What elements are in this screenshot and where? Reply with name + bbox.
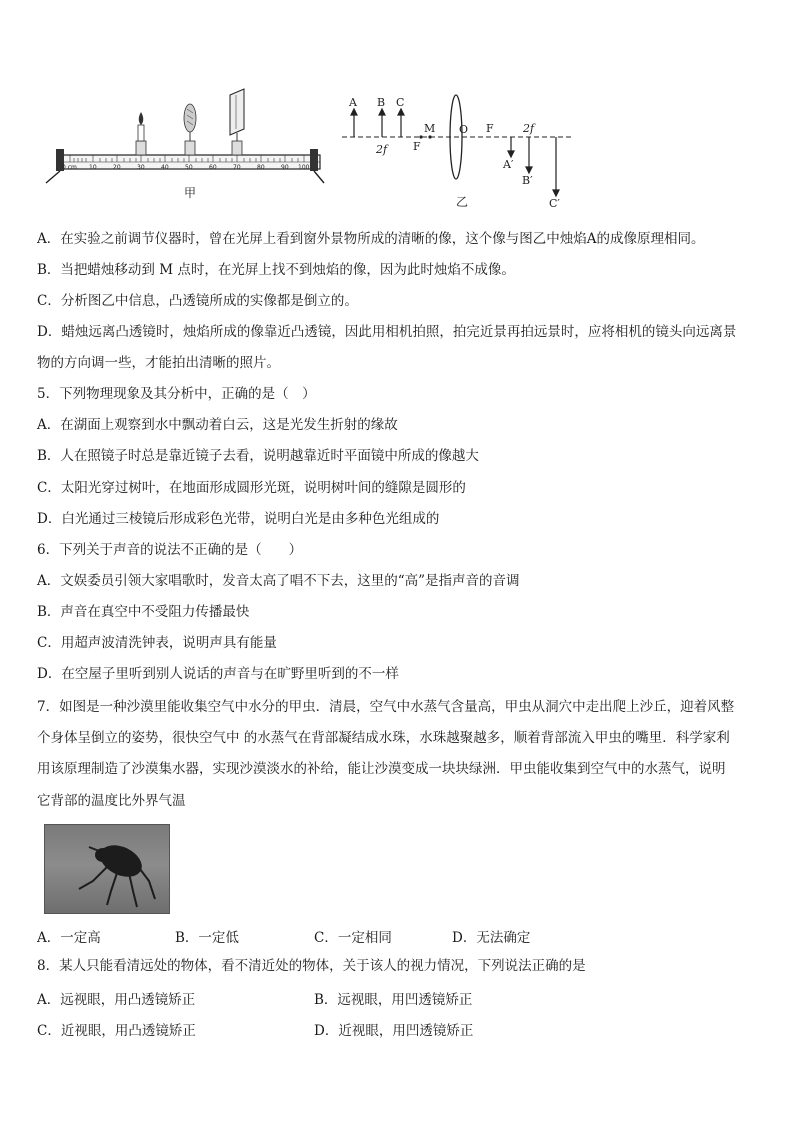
ruler-label: 40 <box>161 164 169 171</box>
label-2f-right: 2f <box>523 122 535 135</box>
ruler-label: 20 <box>113 164 121 171</box>
q7-option-b: B．一定低 <box>175 930 239 946</box>
q7-stem-line-4: 它背部的温度比外界气温 <box>37 793 186 809</box>
label-A-image: A′ <box>503 158 514 171</box>
ruler-label: 50 <box>185 164 193 171</box>
q7-stem-line-1: 7．如图是一种沙漠里能收集空气中水分的甲虫．清晨，空气中水蒸气含量高，甲虫从洞穴中走出爬上沙丘，迎着风整 <box>37 699 735 715</box>
beetle-photo <box>44 824 170 914</box>
q4-option-b: B．当把蜡烛移动到 M 点时，在光屏上找不到烛焰的像，因为此时烛焰不成像。 <box>37 262 515 278</box>
q4-option-d: D．蜡烛远离凸透镜时，烛焰所成的像靠近凸透镜，因此用相机拍照，拍完近景再拍远景时，应将相机的镜头向远离景 <box>37 324 737 340</box>
ruler-label: 70 <box>233 164 241 171</box>
lens-imaging-diagram <box>338 90 578 212</box>
q4-option-d-cont: 物的方向调一些，才能拍出清晰的照片。 <box>37 355 280 371</box>
ruler-label: 60 <box>209 164 217 171</box>
q5-option-c: C．太阳光穿过树叶，在地面形成圆形光斑，说明树叶间的缝隙是圆形的 <box>37 480 466 496</box>
ruler-label: 30 <box>137 164 145 171</box>
q5-option-a: A．在湖面上观察到水中飘动着白云，这是光发生折射的缘故 <box>37 417 398 433</box>
ruler-label: 0 cm <box>62 164 77 171</box>
ruler-label: 90 <box>281 164 289 171</box>
q6-option-c: C．用超声波清洗钟表，说明声具有能量 <box>37 635 277 651</box>
label-F-left: F <box>413 140 421 153</box>
q7-option-c: C．一定相同 <box>314 930 392 946</box>
q8-option-d: D．近视眼，用凹透镜矫正 <box>314 1023 474 1039</box>
ruler-label: 80 <box>257 164 265 171</box>
q5-option-b: B．人在照镜子时总是靠近镜子去看，说明越靠近时平面镜中所成的像越大 <box>37 448 479 464</box>
label-O: O <box>459 123 469 136</box>
q8-option-c: C．近视眼，用凸透镜矫正 <box>37 1023 196 1039</box>
label-B: B <box>377 96 386 109</box>
label-F-right: F <box>486 122 494 135</box>
label-M: M <box>424 122 436 135</box>
q7-stem-line-3: 用该原理制造了沙漠集水器，实现沙漠淡水的补给，能让沙漠变成一块块绿洲．甲虫能收集到空气中的水蒸气，说明 <box>37 761 726 777</box>
optical-bench-figure <box>40 85 330 207</box>
q7-option-d: D．无法确定 <box>452 930 531 946</box>
ruler-label: 10 <box>89 164 97 171</box>
q4-option-c: C．分析图乙中信息，凸透镜所成的实像都是倒立的。 <box>37 293 358 309</box>
lens-holder <box>184 104 196 155</box>
q6-stem: 6．下列关于声音的说法不正确的是（ ） <box>37 542 303 558</box>
q6-option-a: A．文娱委员引领大家唱歌时，发音太高了唱不下去，这里的“高”是指声音的音调 <box>37 573 520 589</box>
q6-option-d: D．在空屋子里听到别人说话的声音与在旷野里听到的不一样 <box>37 666 399 682</box>
q8-option-a: A．远视眼，用凸透镜矫正 <box>37 992 196 1008</box>
label-2f-left: 2f <box>376 143 388 156</box>
label-C-image: C′ <box>549 197 560 210</box>
label-A: A <box>349 96 357 109</box>
label-B-image: B′ <box>522 174 533 187</box>
q8-option-b: B．远视眼，用凹透镜矫正 <box>314 992 473 1008</box>
candle-holder <box>136 112 146 155</box>
figure-caption-jia: 甲 <box>184 186 197 200</box>
q7-option-a: A．一定高 <box>37 930 101 946</box>
q4-option-a: A．在实验之前调节仪器时，曾在光屏上看到窗外景物所成的清晰的像，这个像与图乙中烛焰A的成像原理相同。 <box>37 231 705 247</box>
ruler-label: 100 <box>298 164 310 171</box>
q7-stem-line-2: 个身体呈倒立的姿势，很快空气中 的水蒸气在背部凝结成水珠，水珠越聚越多，顺着背部流入甲虫的嘴里．科学家利 <box>37 730 730 746</box>
q5-option-d: D．白光通过三棱镜后形成彩色光带，说明白光是由多种色光组成的 <box>37 511 440 527</box>
figure-caption-yi: 乙 <box>456 195 469 209</box>
q6-option-b: B．声音在真空中不受阻力传播最快 <box>37 604 250 620</box>
label-C: C <box>396 96 405 109</box>
screen-holder <box>230 89 244 155</box>
q5-stem: 5．下列物理现象及其分析中，正确的是（ ） <box>37 386 316 402</box>
beetle-icon <box>45 825 169 913</box>
q8-stem: 8．某人只能看清远处的物体，看不清近处的物体，关于该人的视力情况，下列说法正确的是 <box>37 958 586 974</box>
